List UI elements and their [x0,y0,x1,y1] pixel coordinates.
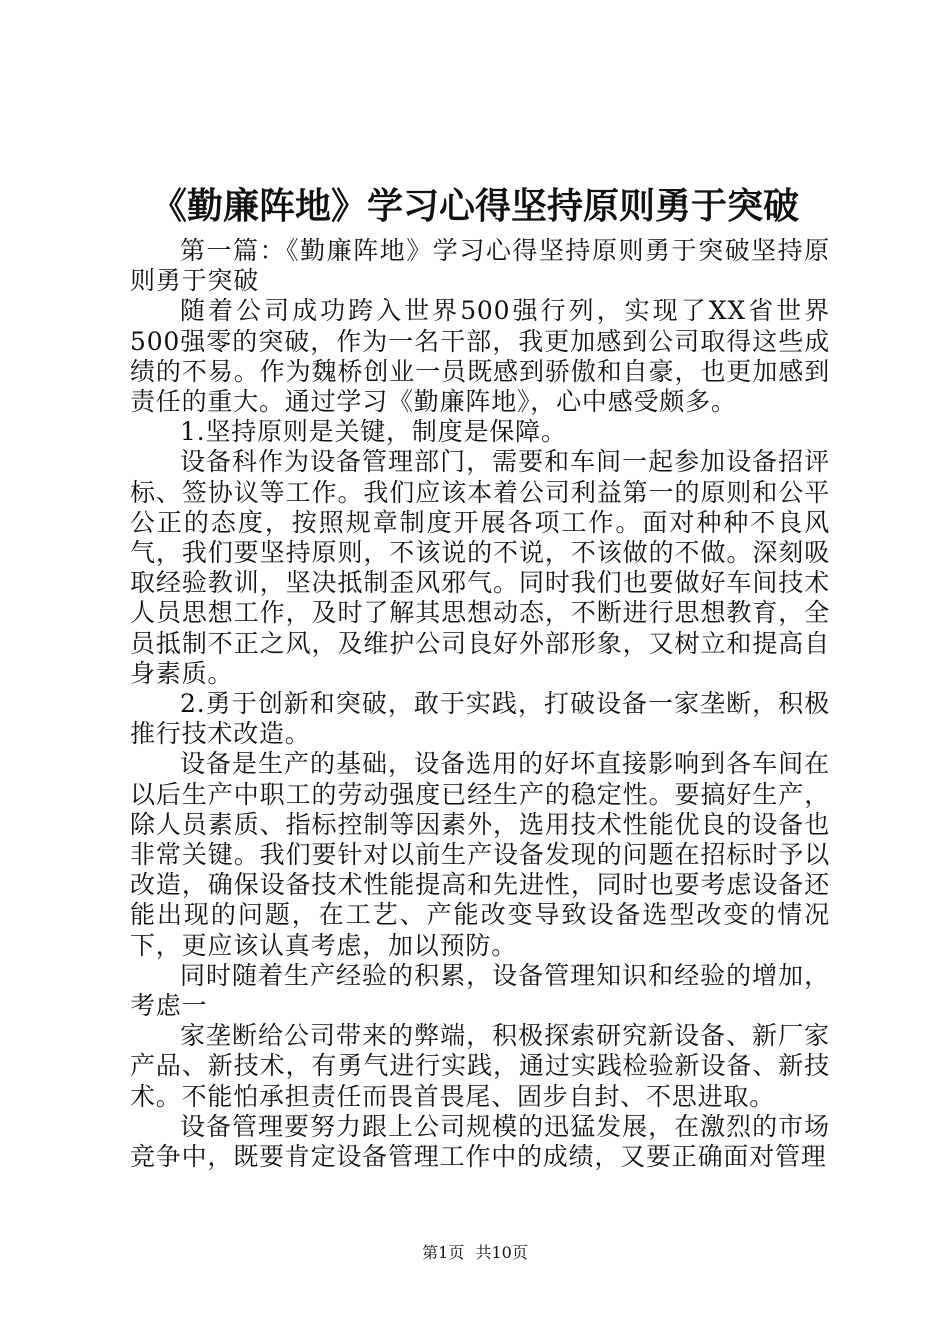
document-title: 《勤廉阵地》学习心得坚持原则勇于突破 [150,185,799,227]
paragraph: 第一篇：《勤廉阵地》学习心得坚持原则勇于突破坚持原则勇于突破 [130,236,830,296]
paragraph: 同时随着生产经验的积累，设备管理知识和经验的增加，考虑一 [130,960,830,1021]
page-total: 共10页 [475,1243,528,1262]
page-number: 第1页 [422,1243,465,1262]
paragraph: 设备科作为设备管理部门，需要和车间一起参加设备招评标、签协议等工作。我们应该本着公司利益第一的原则和公平公正的态度，按照规章制度开展各项工作。面对种种不良风气，我们要坚持原则，不该说的不说，不该做的不做。深刻吸取经验教训，坚决抵制歪风邪气。同时我们也要做好车间技术人员思想工作，及时了解其思想动态，不断进行思想教育，全员抵制不正之风，及维护公司良好外部形象，又树立和提高自身素质。 [130,447,830,688]
paragraph: 家垄断给公司带来的弊端，积极探索研究新设备、新厂家产品、新技术，有勇气进行实践，通过实践检验新设备、新技术。不能怕承担责任而畏首畏尾、固步自封、不思进取。 [130,1021,830,1111]
paragraph: 设备是生产的基础，设备选用的好坏直接影响到各车间在以后生产中职工的劳动强度已经生产的稳定性。要搞好生产，除人员素质、指标控制等因素外，选用技术性能优良的设备也非常关键。我们要针对以前生产设备发现的问题在招标时予以改造，确保设备技术性能提高和先进性，同时也要考虑设备还能出现的问题，在工艺、产能改变导致设备选型改变的情况下，更应该认真考虑，加以预防。 [130,749,830,960]
paragraph: 1.坚持原则是关键，制度是保障。 [180,417,567,447]
paragraph: 随着公司成功跨入世界500强行列，实现了XX省世界500强零的突破，作为一名干部，我更加感到公司取得这些成绩的不易。作为魏桥创业一员既感到骄傲和自豪，也更加感到责任的重大。通过学习《勤廉阵地》，心中感受颇多。 [130,296,830,417]
paragraph: 2.勇于创新和突破，敢于实践，打破设备一家垄断，积极推行技术改造。 [130,689,830,749]
document-body [130,236,830,1172]
page-footer [0,1243,950,1263]
paragraph: 设备管理要努力跟上公司规模的迅猛发展，在激烈的市场竞争中，既要肯定设备管理工作中的成绩，又要正确面对管理 [130,1111,830,1172]
